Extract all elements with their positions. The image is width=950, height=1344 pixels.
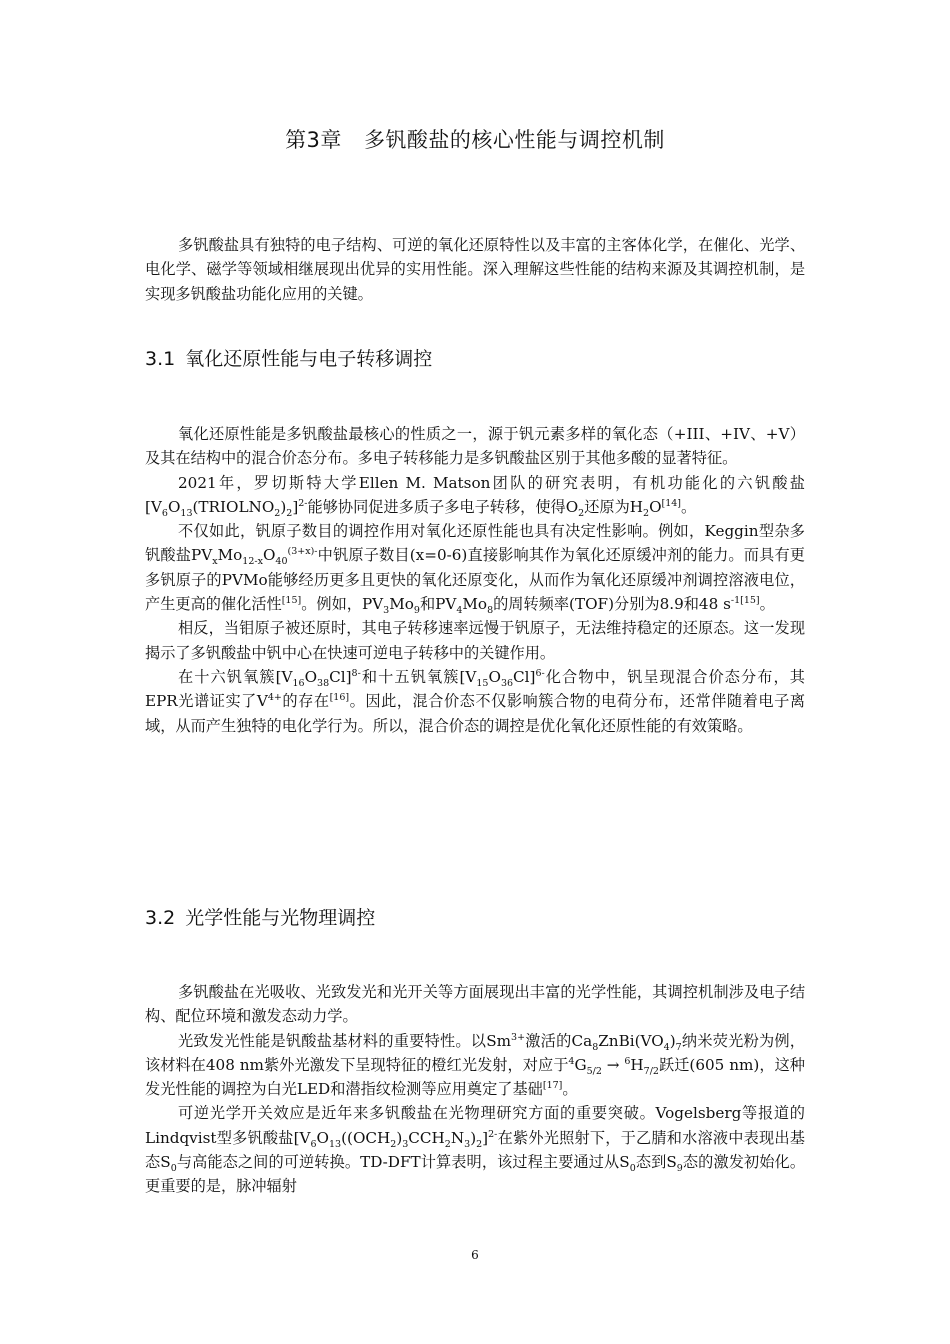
subscript: 7/2 — [643, 1065, 659, 1077]
subscript: 40 — [275, 556, 288, 568]
chapter-number: 第3章 — [285, 128, 342, 152]
text-run: → — [601, 1055, 625, 1074]
subscript: 0 — [629, 1163, 636, 1175]
text-run: O — [304, 667, 318, 686]
superscript: 6 — [624, 1055, 631, 1067]
subscript: 8 — [487, 605, 494, 617]
text-run: 。因此，混合价态不仅影响簇合物的电荷分布，还常伴随着电子离域，从而产生独特的电化学行为。所以，混合价态的调控是优化氧化还原性能的有效策略。 — [145, 692, 806, 735]
text-run: 纳米荧光粉为例，该材料在408 nm紫外光激发下呈现特征的橙红光发射，对应于 — [145, 1031, 805, 1074]
citation: [14] — [661, 497, 682, 509]
text-run: Mo — [217, 546, 243, 565]
superscript: 4 — [568, 1055, 575, 1067]
text-run: 的存在 — [281, 692, 330, 711]
text-run: 激活的Ca — [525, 1031, 593, 1050]
subscript: 4 — [663, 1041, 670, 1053]
superscript: 6- — [535, 667, 545, 679]
subscript: 7 — [675, 1041, 682, 1053]
subscript: 2 — [274, 507, 281, 519]
section-3-2-body — [145, 980, 805, 1199]
citation: [15] — [281, 595, 302, 607]
subscript: 3 — [464, 1138, 471, 1150]
text-run: 态到S — [635, 1153, 677, 1172]
text-run: Mo — [462, 595, 488, 614]
text-run: 和PV — [419, 595, 457, 614]
subscript: x — [212, 556, 218, 568]
subscript: 2 — [390, 1138, 397, 1150]
superscript: 4+ — [267, 692, 282, 704]
text-run: ((OCH — [341, 1128, 391, 1147]
text-run: 与高能态之间的可逆转换。TD-DFT计算表明，该过程主要通过从S — [176, 1153, 630, 1172]
text-run: 跃迁(605 nm)，这种发光性能的调控为白光LED和潜指纹检测等应用奠定了基础 — [145, 1055, 805, 1099]
text-run: H — [630, 1055, 644, 1074]
text-run: 和十五钒氧簇[V — [360, 667, 477, 686]
paragraph-photoluminescence — [145, 1029, 805, 1102]
text-run: ] — [482, 1128, 489, 1147]
citation: [17] — [542, 1080, 563, 1092]
subscript: 4 — [456, 605, 463, 617]
paragraph-matson-study — [145, 471, 805, 520]
text-run: 2021年，罗切斯特大学Ellen M. Matson团队的研究表明，有机功能化的六钒酸盐[V — [145, 473, 805, 516]
page-number: 6 — [471, 1248, 479, 1262]
subscript: 13 — [329, 1138, 342, 1150]
text-run: ZnBi(VO — [598, 1031, 664, 1050]
chapter-name: 多钒酸盐的核心性能与调控机制 — [363, 128, 665, 152]
paragraph-redox-intro: 氧化还原性能是多钒酸盐最核心的性质之一，源于钒元素多样的氧化态（+III、+IV、+V）及其在结构中的混合价态分布。多电子转移能力是多钒酸盐区别于其他多酸的显著特征。 — [145, 425, 805, 468]
text-run: 。 — [759, 595, 775, 614]
subscript: 2 — [286, 507, 293, 519]
section-heading-3-2 — [145, 903, 375, 930]
paragraph-optical-switch — [145, 1101, 805, 1198]
text-run: G — [574, 1055, 587, 1074]
section-title: 氧化还原性能与电子转移调控 — [185, 348, 433, 370]
text-run: ) — [396, 1128, 403, 1147]
text-run: (TRIOLNO — [192, 497, 275, 516]
subscript: 12-x — [242, 556, 263, 568]
subscript: 5/2 — [586, 1065, 602, 1077]
section-number: 3.1 — [145, 348, 176, 370]
superscript: 2- — [488, 1128, 498, 1140]
text-run: 在紫外光照射下，于乙腈和水溶液中表现出基态S — [145, 1128, 805, 1172]
text-run: 光致发光性能是钒酸盐基材料的重要特性。以Sm — [178, 1031, 512, 1050]
paragraph-mixed-valence — [145, 665, 805, 738]
text-run: O — [488, 667, 501, 686]
subscript: 2 — [578, 507, 585, 519]
paragraph-optical-intro: 多钒酸盐在光吸收、光致发光和光开关等方面展现出丰富的光学性能，其调控机制涉及电子结构、配位环境和激发态动力学。 — [145, 983, 805, 1026]
subscript: 8 — [592, 1041, 599, 1053]
subscript: 9 — [676, 1163, 683, 1175]
subscript: 6 — [161, 507, 168, 519]
text-run: 在十六钒氧簇[V — [178, 667, 293, 686]
subscript: 3 — [402, 1138, 409, 1150]
subscript: 16 — [292, 678, 305, 689]
text-run: Cl] — [329, 667, 352, 686]
subscript: 2 — [643, 507, 650, 519]
subscript: 3 — [383, 605, 390, 617]
section-number: 3.2 — [145, 907, 176, 929]
text-run: 还原为H — [584, 497, 644, 516]
text-run: ) — [669, 1031, 676, 1050]
text-run: 化合物中，钒呈现混合价态分布，其EPR光谱证实了V — [145, 667, 805, 711]
subscript: 6 — [310, 1138, 317, 1150]
text-run: O — [649, 497, 662, 516]
subscript: 38 — [317, 678, 330, 689]
text-run: 。 — [681, 497, 697, 516]
text-run: 不仅如此，钒原子数目的调控作用对氧化还原性能也具有决定性影响。例如，Keggin型杂多钒酸盐PV — [145, 522, 805, 565]
text-run: O — [316, 1128, 329, 1147]
text-run: ] — [292, 497, 299, 516]
text-run: 可逆光学开关效应是近年来多钒酸盐在光物理研究方面的重要突破。Vogelsberg等报道的Lindqvist型多钒酸盐[V — [145, 1104, 805, 1147]
section-3-1-body — [145, 422, 805, 738]
section-title: 光学性能与光物理调控 — [185, 907, 376, 929]
text-run: 态的激发初始化。更重要的是，脉冲辐射 — [145, 1153, 806, 1196]
superscript: 3+ — [511, 1031, 526, 1043]
text-run: Cl] — [513, 667, 536, 686]
text-run: O — [167, 497, 181, 516]
section-heading-3-1 — [145, 344, 432, 371]
text-run: ) — [470, 1128, 477, 1147]
chapter-title — [0, 124, 950, 154]
subscript: 15 — [476, 678, 489, 689]
text-run: N — [450, 1128, 465, 1147]
superscript: 8- — [351, 667, 361, 679]
subscript: 9 — [413, 605, 420, 617]
subscript: 36 — [500, 678, 514, 689]
subscript: 2 — [444, 1138, 451, 1150]
text-run: 的周转频率(TOF)分别为8.9和48 s — [493, 595, 731, 614]
text-run: 能够协同促进多质子多电子转移，使得O — [307, 497, 579, 516]
text-run: CCH — [408, 1128, 445, 1147]
subscript: 0 — [170, 1163, 177, 1175]
superscript: (3+x)- — [287, 546, 318, 558]
intro-paragraph: 多钒酸盐具有独特的电子结构、可逆的氧化还原特性以及丰富的主客体化学，在催化、光学、电化学、磁学等领域相继展现出优异的实用性能。深入理解这些性能的结构来源及其调控机制，是实现多钒酸盐功能化应用的关键。 — [145, 236, 805, 303]
text-run: 中钒原子数目(x=0-6)直接影响其作为氧化还原缓冲剂的能力。而具有更多钒原子的PVMo能够经历更多且更快的氧化还原变化，从而作为氧化还原缓冲剂调控溶液电位，产生更高的催化活性 — [145, 546, 805, 614]
superscript: 2- — [298, 497, 308, 509]
subscript: 2 — [476, 1138, 483, 1150]
paragraph-vanadium-count — [145, 519, 805, 616]
subscript: 13 — [180, 507, 193, 519]
text-run: Mo — [389, 595, 414, 614]
intro-block — [145, 233, 805, 306]
superscript: -1[15] — [730, 595, 760, 607]
text-run: 。例如，PV — [301, 595, 384, 614]
text-run: O — [262, 546, 276, 565]
paragraph-molybdenum-reduction: 相反，当钼原子被还原时，其电子转移速率远慢于钒原子，无法维持稳定的还原态。这一发现揭示了多钒酸盐中钒中心在快速可逆电子转移中的关键作用。 — [145, 619, 805, 662]
citation: [16] — [329, 692, 350, 704]
text-run: ) — [280, 497, 287, 516]
text-run: 。 — [562, 1080, 578, 1099]
